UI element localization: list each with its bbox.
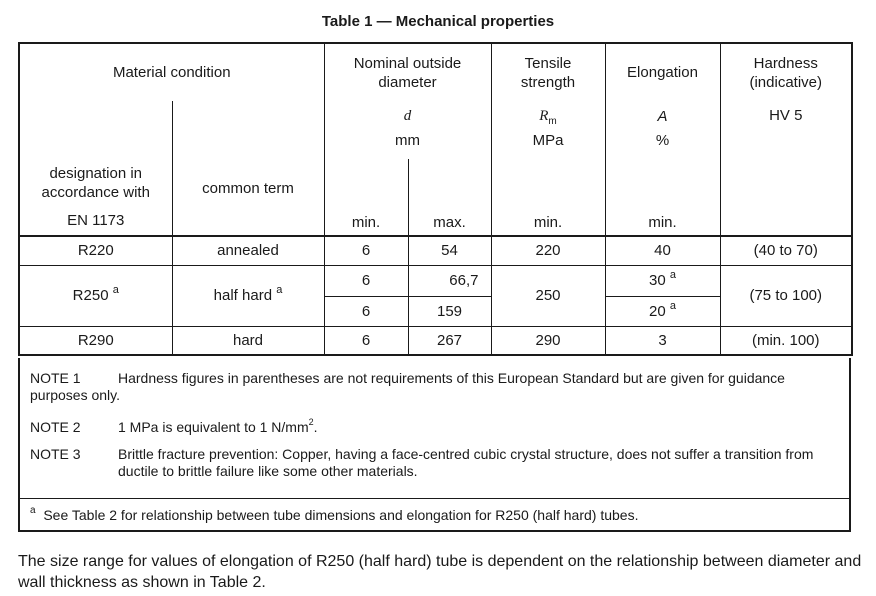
footnote-mark: a [30, 505, 36, 517]
table-row [19, 265, 852, 296]
row-hardness: (40 to 70) [720, 236, 852, 265]
row-elongation: 30 $^a$ [605, 265, 720, 296]
row-dmax: 54 [408, 236, 491, 265]
row-elongation: 3 [605, 326, 720, 355]
elongation-unit: % [605, 131, 720, 159]
header-diameter: Nominal outside diameter [324, 43, 491, 101]
tensile-min-label: min. [491, 209, 605, 236]
note-2: NOTE 2 1 MPa is equivalent to 1 $N/mm^2$. [30, 417, 318, 435]
header-tensile: Tensile strength [491, 43, 605, 101]
diameter-max-label: max. [408, 209, 491, 236]
body-paragraph: The size range for values of elongation of R250 (half hard) tube is dependent on the relationship between diameter and wall thickness as shown in Table 2. [18, 553, 862, 591]
row-term: hard [172, 326, 324, 355]
row-designation: R250 $^a$ [19, 265, 172, 326]
row-dmax: 159 [408, 296, 491, 326]
elongation-symbol: A [605, 101, 720, 131]
note-1: NOTE 1 Hardness figures in parentheses are not requirements of this European Standard but are given for guidance purposes only. [30, 370, 785, 403]
row-dmax: 267 [408, 326, 491, 355]
row-designation: R290 [19, 326, 172, 355]
row-dmax: 66,7 [408, 265, 491, 296]
header-designation: designation in accordance with EN 1173 [19, 101, 172, 236]
diameter-min-label: min. [324, 209, 408, 236]
elongation-min-label: min. [605, 209, 720, 236]
mechanical-properties-table [18, 42, 853, 356]
note-3: NOTE 3 Brittle fracture prevention: Copper, having a face-centred cubic crystal structure, does not suffer a transition from ductile to brittle failure like some other materials. [30, 446, 814, 479]
row-dmin: 6 [324, 326, 408, 355]
row-tensile: 250 [491, 265, 605, 326]
row-term: half hard $^a$ [172, 265, 324, 326]
row-dmin: 6 [324, 265, 408, 296]
row-tensile: 220 [491, 236, 605, 265]
row-hardness: (75 to 100) [720, 265, 852, 326]
header-material-condition: Material condition [19, 43, 324, 101]
row-elongation: 20 $^a$ [605, 296, 720, 326]
row-tensile: 290 [491, 326, 605, 355]
table-title: Table 1 — Mechanical properties [321, 13, 555, 30]
table-footnote [18, 498, 851, 532]
notes-box [18, 358, 851, 499]
table-row [19, 236, 852, 265]
row-hardness: (min. 100) [720, 326, 852, 355]
diameter-symbol: d [324, 101, 491, 131]
tensile-symbol: $R_m$ [491, 101, 605, 131]
row-dmin: 6 [324, 236, 408, 265]
row-elongation: 40 [605, 236, 720, 265]
header-common-term: common term [172, 101, 324, 236]
row-dmin: 6 [324, 296, 408, 326]
tensile-unit: MPa [491, 131, 605, 159]
row-term: annealed [172, 236, 324, 265]
footnote-text: See Table 2 for relationship between tube dimensions and elongation for R250 (half hard) tubes. [43, 507, 639, 523]
row-designation: R220 [19, 236, 172, 265]
diameter-unit: mm [324, 131, 491, 159]
header-elongation: Elongation [605, 43, 720, 101]
header-hardness: Hardness (indicative) [720, 43, 852, 101]
hardness-unit: HV 5 [720, 101, 852, 236]
table-row [19, 326, 852, 355]
